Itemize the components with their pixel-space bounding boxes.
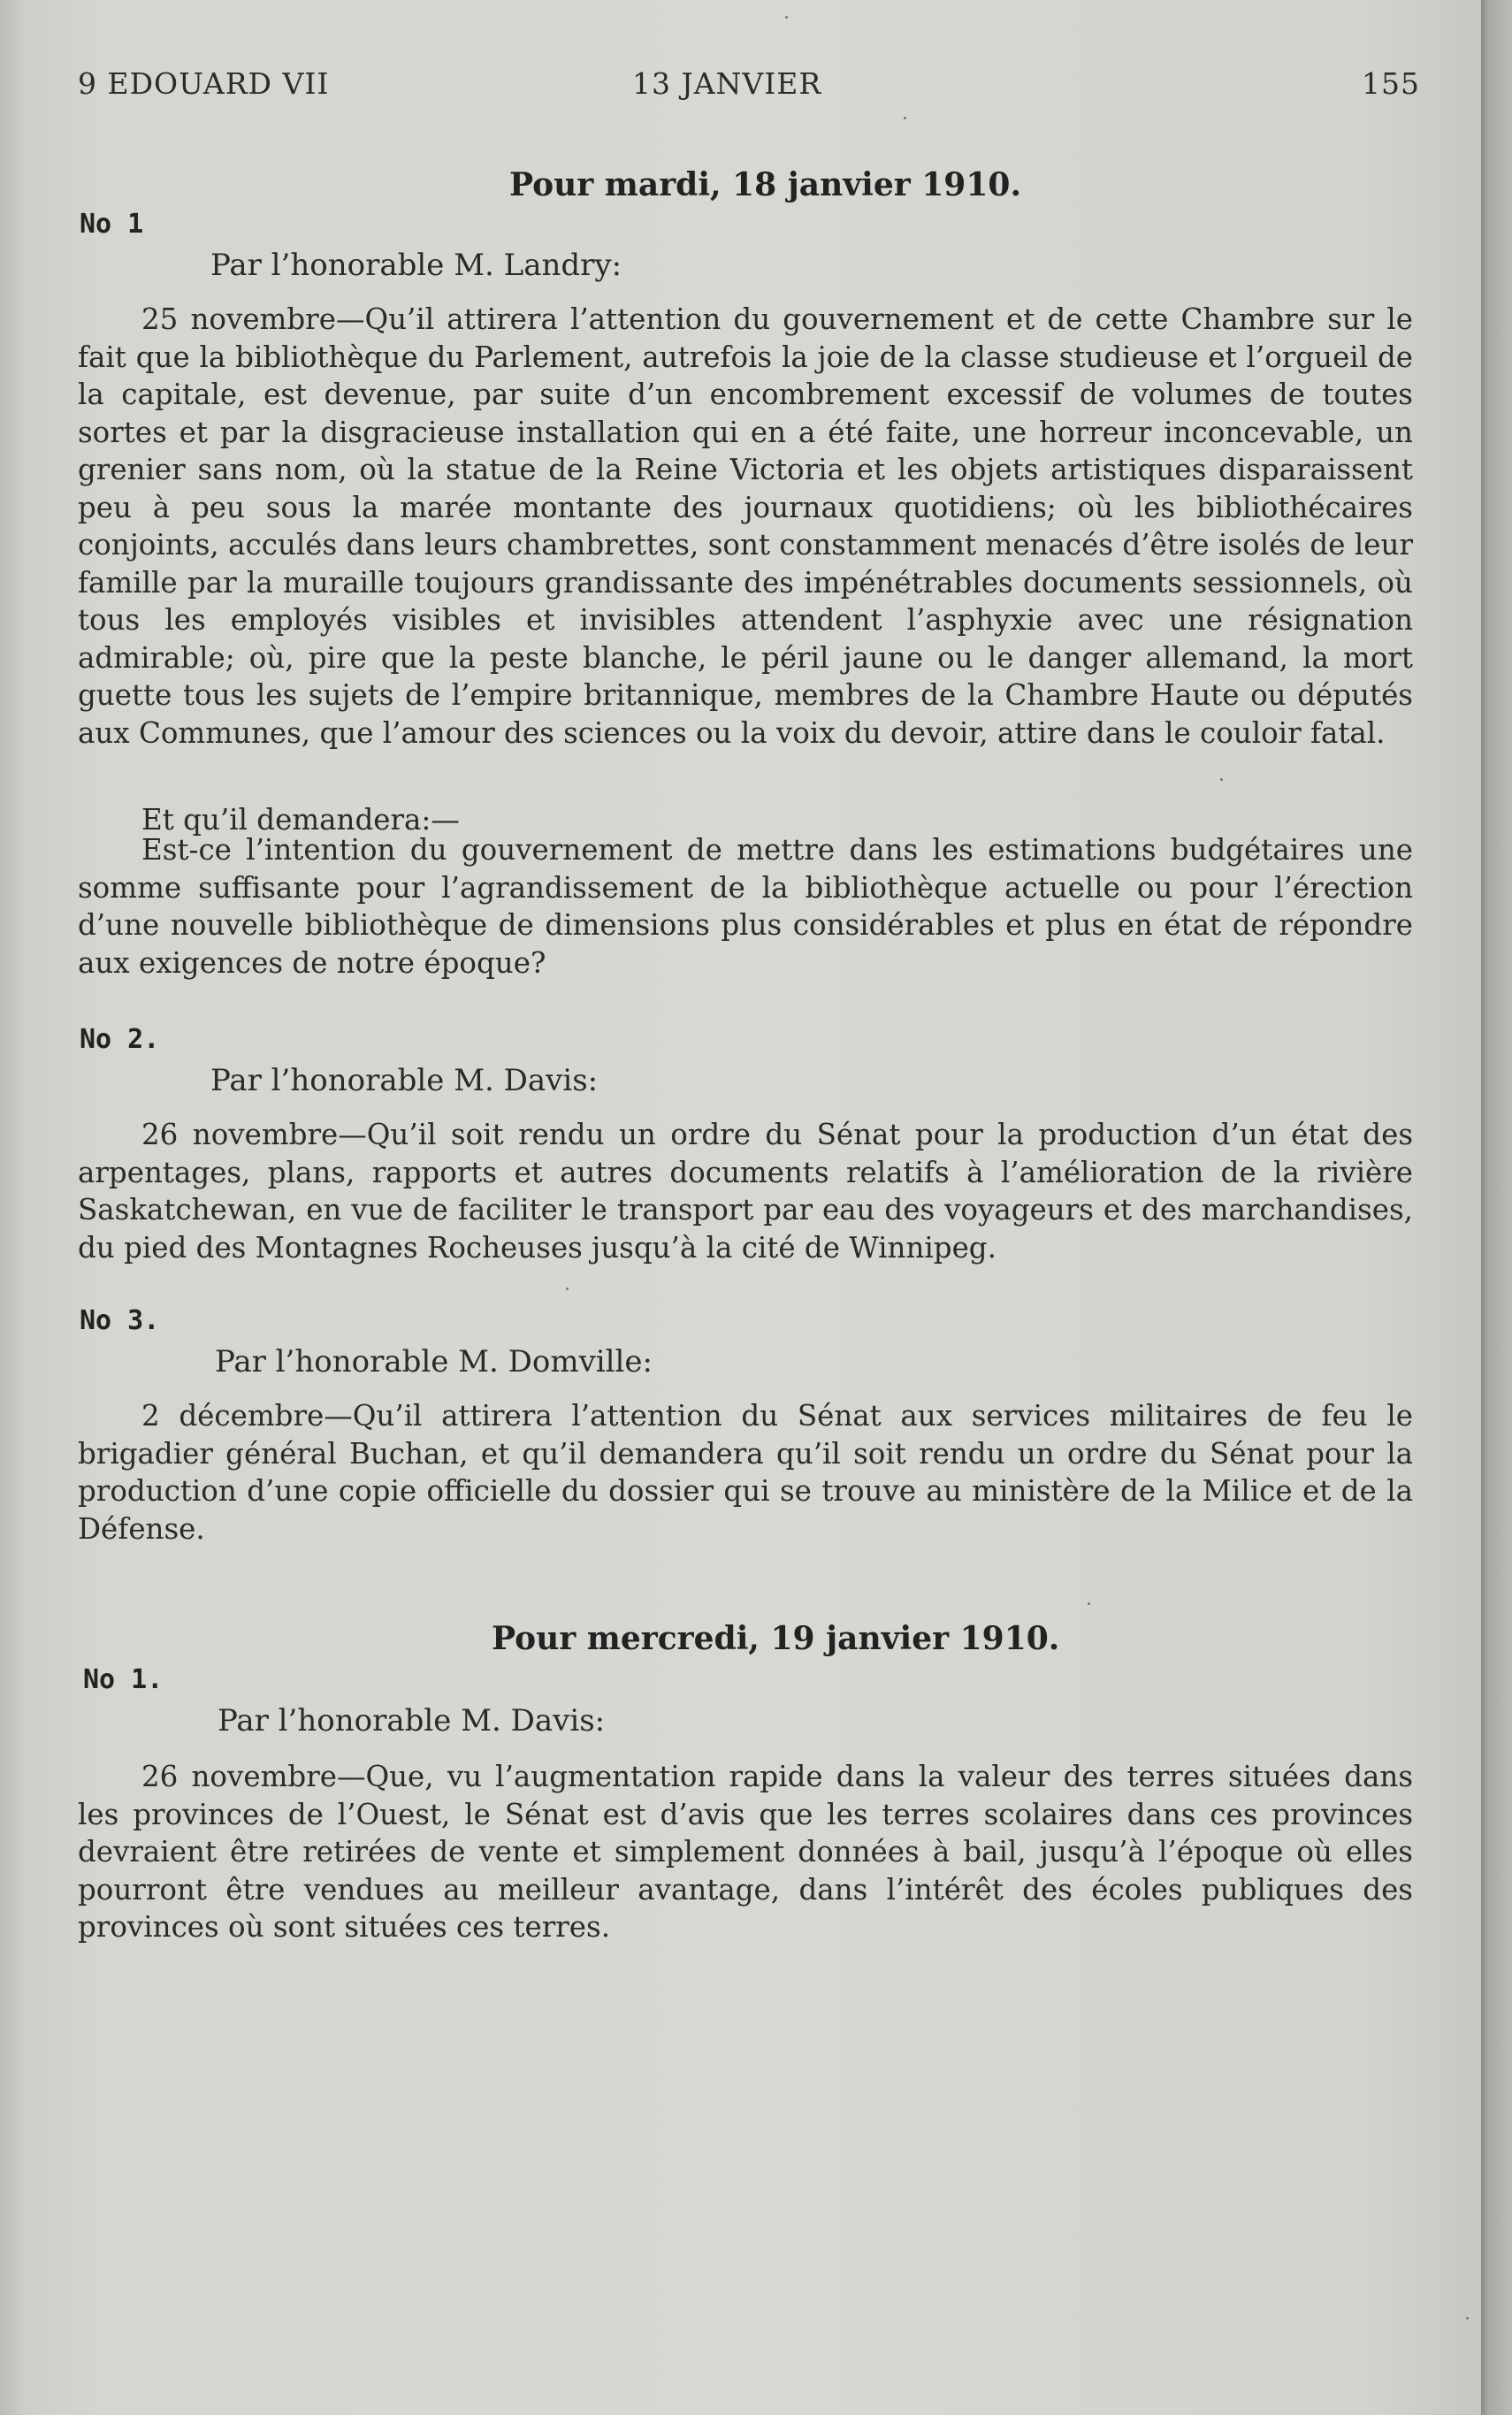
motion-paragraph: Est-ce l’intention du gouvernement de mettre dans les estimations budgétaires une somme suffisante pour l’agrandissement de la bibliothèque actuelle ou pour l’érection d’une nouvelle bibliothèque de dimensions plus considérables et plus en état de répondre aux exigences de notre époque? [78,833,1413,980]
scan-speck [904,117,906,119]
motion-paragraph: Et qu’il demandera:— [141,803,460,837]
section-heading-tuesday: Pour mardi, 18 janvier 1910. [509,166,1021,203]
item-number: No 1. [83,1664,164,1695]
header-regnal-year: 9 EDOUARD VII [78,66,330,101]
scan-speck [566,1288,569,1290]
motion-paragraph: 25 novembre—Qu’il attirera l’attention du gouvernement et de cette Chambre sur le fait que la bibliothèque du Parlement, autrefois la joie de la classe studieuse et l’orgueil de la capitale, est devenue, par suite d’un encombrement excessif de volumes de toutes sortes et par la disgracieuse installation qui en a été faite, une horreur inconcevable, un grenier sans nom, où la statue de la Reine Victoria et les objets artistiques disparaissent peu à peu sous la marée montante des journaux quotidiens; où les bibliothécaires conjoints, acculés dans leurs chambrettes, sont constamment menacés d’être isolés de leur famille par la muraille toujours grandissante des impénétrables documents sessionnels, où tous les employés visibles et invisibles attendent l’asphyxie avec une résignation admirable; où, pire que la peste blanche, le péril jaune ou le danger allemand, la mort guette tous les sujets de l’empire britannique, membres de la Chambre Haute ou députés aux Communes, que l’amour des sciences ou la voix du devoir, attire dans le couloir fatal. [78,302,1413,750]
scan-speck [785,16,788,19]
mover-line: Par l’honorable M. Davis: [218,1703,606,1739]
motion-paragraph: 2 décembre—Qu’il attirera l’attention du Sénat aux services militaires de feu le brigadier général Buchan, et qu’il demandera qu’il soit rendu un ordre du Sénat pour la production d’une copie officielle du dossier qui se trouve au ministère de la Milice et de la Défense. [78,1399,1413,1546]
scan-speck [1220,778,1223,781]
mover-line: Par l’honorable M. Davis: [210,1063,599,1098]
mover-line: Par l’honorable M. Domville: [215,1344,653,1379]
page-number: 155 [1362,66,1420,101]
item-number: No 3. [80,1305,160,1336]
mover-line: Par l’honorable M. Landry: [210,248,622,283]
item-number: No 1 [80,209,144,240]
header-date: 13 JANVIER [632,66,822,101]
section-heading-wednesday: Pour mercredi, 19 janvier 1910. [492,1620,1060,1657]
motion-paragraph: 26 novembre—Que, vu l’augmentation rapide dans la valeur des terres situées dans les provinces de l’Ouest, le Sénat est d’avis que les terres scolaires dans ces provinces devraient être retirées de vente et simplement données à bail, jusqu’à l’époque où elles pourront être vendues au meilleur avantage, dans l’intérêt des écoles publiques des provinces où sont situées ces terres. [78,1760,1413,1944]
scan-speck [1466,2317,1469,2319]
item-number: No 2. [80,1024,160,1055]
scan-speck [1088,1602,1090,1605]
motion-paragraph: 26 novembre—Qu’il soit rendu un ordre du Sénat pour la production d’un état des arpentages, plans, rapports et autres documents relatifs à l’amélioration de la rivière Saskatchewan, en vue de faciliter le transport par eau des voyageurs et des marchandises, du pied des Montagnes Rocheuses jusqu’à la cité de Winnipeg. [78,1118,1413,1265]
page-edge-shadow [1481,0,1512,2415]
